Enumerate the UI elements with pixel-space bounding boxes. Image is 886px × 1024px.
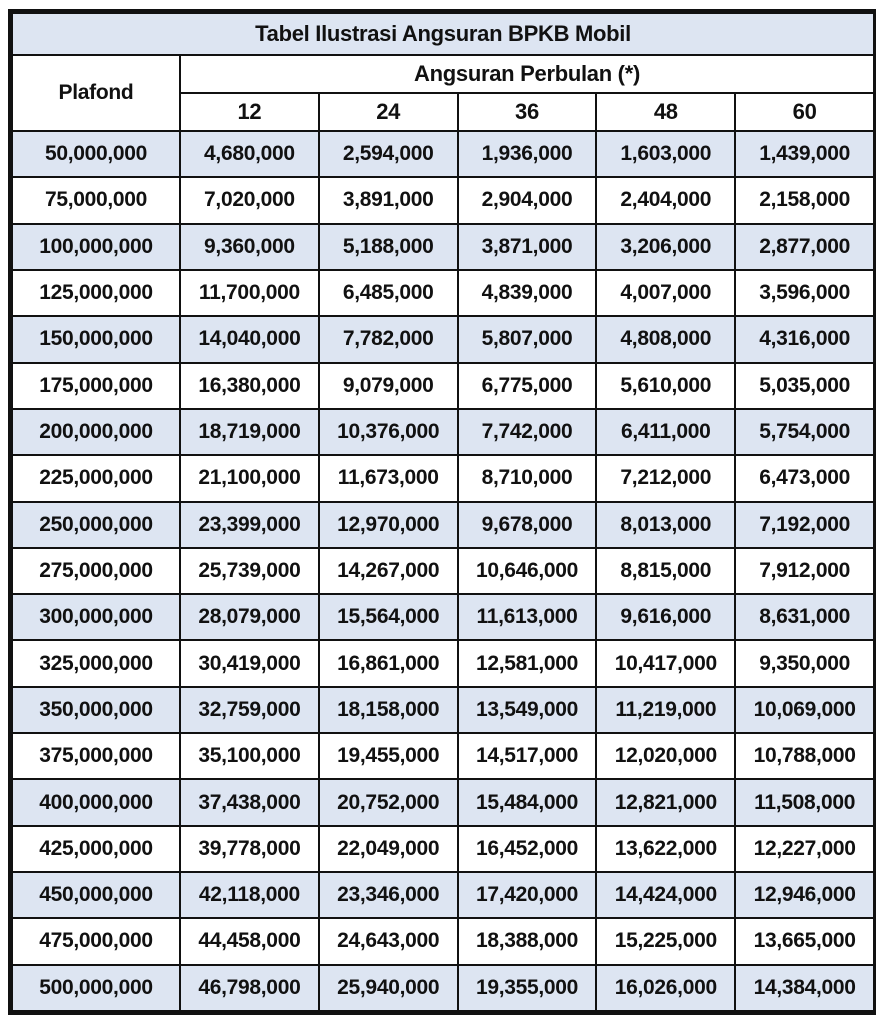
installment-cell-36: 11,613,000 (458, 594, 597, 640)
tenor-header-36: 36 (458, 93, 597, 131)
installment-cell-12: 7,020,000 (180, 177, 319, 223)
installment-cell-12: 44,458,000 (180, 918, 319, 964)
table-row (12, 224, 874, 270)
plafond-cell: 150,000,000 (12, 316, 180, 362)
table-row (12, 779, 874, 825)
installment-cell-60: 2,158,000 (735, 177, 874, 223)
installment-cell-24: 20,752,000 (319, 779, 458, 825)
plafond-cell: 125,000,000 (12, 270, 180, 316)
table-row (12, 548, 874, 594)
installment-cell-60: 3,596,000 (735, 270, 874, 316)
installment-cell-24: 22,049,000 (319, 826, 458, 872)
installment-cell-60: 10,069,000 (735, 687, 874, 733)
installment-cell-12: 14,040,000 (180, 316, 319, 362)
installment-cell-12: 21,100,000 (180, 455, 319, 501)
plafond-cell: 450,000,000 (12, 872, 180, 918)
plafond-cell: 500,000,000 (12, 965, 180, 1011)
installment-cell-12: 42,118,000 (180, 872, 319, 918)
installment-cell-48: 12,821,000 (596, 779, 735, 825)
installment-cell-60: 12,946,000 (735, 872, 874, 918)
tenor-header-48: 48 (596, 93, 735, 131)
installment-cell-12: 9,360,000 (180, 224, 319, 270)
installment-cell-24: 11,673,000 (319, 455, 458, 501)
installment-cell-48: 14,424,000 (596, 872, 735, 918)
installment-cell-48: 8,013,000 (596, 502, 735, 548)
installment-cell-60: 5,035,000 (735, 363, 874, 409)
installment-cell-24: 5,188,000 (319, 224, 458, 270)
installment-cell-12: 25,739,000 (180, 548, 319, 594)
installment-cell-12: 11,700,000 (180, 270, 319, 316)
installment-cell-24: 7,782,000 (319, 316, 458, 362)
installment-cell-48: 3,206,000 (596, 224, 735, 270)
installment-cell-36: 6,775,000 (458, 363, 597, 409)
installment-cell-60: 7,192,000 (735, 502, 874, 548)
installment-cell-48: 10,417,000 (596, 640, 735, 686)
installment-cell-12: 37,438,000 (180, 779, 319, 825)
installment-cell-12: 16,380,000 (180, 363, 319, 409)
installment-cell-24: 15,564,000 (319, 594, 458, 640)
installment-cell-60: 7,912,000 (735, 548, 874, 594)
plafond-header: Plafond (12, 55, 180, 131)
installment-cell-48: 13,622,000 (596, 826, 735, 872)
installment-cell-36: 15,484,000 (458, 779, 597, 825)
installment-cell-24: 23,346,000 (319, 872, 458, 918)
installment-cell-60: 2,877,000 (735, 224, 874, 270)
installment-cell-48: 4,808,000 (596, 316, 735, 362)
table-row (12, 733, 874, 779)
installment-table (11, 12, 875, 1012)
table-row (12, 270, 874, 316)
plafond-cell: 250,000,000 (12, 502, 180, 548)
installment-cell-12: 28,079,000 (180, 594, 319, 640)
installment-cell-48: 2,404,000 (596, 177, 735, 223)
table-row (12, 826, 874, 872)
installment-cell-24: 2,594,000 (319, 131, 458, 177)
plafond-cell: 50,000,000 (12, 131, 180, 177)
plafond-cell: 475,000,000 (12, 918, 180, 964)
installment-cell-24: 10,376,000 (319, 409, 458, 455)
plafond-cell: 175,000,000 (12, 363, 180, 409)
tenor-header-24: 24 (319, 93, 458, 131)
installment-cell-24: 3,891,000 (319, 177, 458, 223)
table-row (12, 363, 874, 409)
plafond-cell: 325,000,000 (12, 640, 180, 686)
table-row (12, 131, 874, 177)
installment-cell-60: 6,473,000 (735, 455, 874, 501)
installment-cell-12: 32,759,000 (180, 687, 319, 733)
installment-cell-60: 11,508,000 (735, 779, 874, 825)
table-row (12, 594, 874, 640)
installment-cell-12: 46,798,000 (180, 965, 319, 1011)
installment-cell-36: 7,742,000 (458, 409, 597, 455)
installment-cell-24: 16,861,000 (319, 640, 458, 686)
table-row (12, 687, 874, 733)
installment-cell-48: 1,603,000 (596, 131, 735, 177)
installment-cell-24: 25,940,000 (319, 965, 458, 1011)
installment-cell-36: 16,452,000 (458, 826, 597, 872)
plafond-cell: 225,000,000 (12, 455, 180, 501)
installment-cell-60: 9,350,000 (735, 640, 874, 686)
angsuran-header: Angsuran Perbulan (*) (180, 55, 874, 93)
installment-cell-24: 24,643,000 (319, 918, 458, 964)
plafond-cell: 100,000,000 (12, 224, 180, 270)
installment-table-frame (8, 9, 876, 1015)
installment-cell-60: 1,439,000 (735, 131, 874, 177)
installment-cell-36: 10,646,000 (458, 548, 597, 594)
installment-cell-48: 11,219,000 (596, 687, 735, 733)
installment-cell-48: 15,225,000 (596, 918, 735, 964)
plafond-cell: 375,000,000 (12, 733, 180, 779)
installment-cell-36: 4,839,000 (458, 270, 597, 316)
table-row (12, 918, 874, 964)
plafond-cell: 200,000,000 (12, 409, 180, 455)
installment-cell-48: 16,026,000 (596, 965, 735, 1011)
installment-cell-36: 18,388,000 (458, 918, 597, 964)
table-row (12, 872, 874, 918)
table-row (12, 316, 874, 362)
installment-cell-36: 12,581,000 (458, 640, 597, 686)
plafond-cell: 300,000,000 (12, 594, 180, 640)
installment-cell-36: 19,355,000 (458, 965, 597, 1011)
tenor-header-60: 60 (735, 93, 874, 131)
installment-cell-24: 6,485,000 (319, 270, 458, 316)
installment-cell-60: 5,754,000 (735, 409, 874, 455)
plafond-cell: 425,000,000 (12, 826, 180, 872)
table-row (12, 965, 874, 1011)
installment-cell-36: 14,517,000 (458, 733, 597, 779)
installment-cell-48: 7,212,000 (596, 455, 735, 501)
tenor-header-12: 12 (180, 93, 319, 131)
installment-cell-24: 18,158,000 (319, 687, 458, 733)
installment-cell-12: 30,419,000 (180, 640, 319, 686)
installment-cell-24: 12,970,000 (319, 502, 458, 548)
installment-cell-36: 17,420,000 (458, 872, 597, 918)
table-row (12, 177, 874, 223)
installment-cell-48: 6,411,000 (596, 409, 735, 455)
installment-cell-24: 19,455,000 (319, 733, 458, 779)
installment-cell-12: 18,719,000 (180, 409, 319, 455)
installment-cell-60: 13,665,000 (735, 918, 874, 964)
installment-cell-24: 14,267,000 (319, 548, 458, 594)
installment-cell-48: 8,815,000 (596, 548, 735, 594)
plafond-cell: 400,000,000 (12, 779, 180, 825)
plafond-cell: 275,000,000 (12, 548, 180, 594)
installment-cell-48: 9,616,000 (596, 594, 735, 640)
installment-cell-36: 2,904,000 (458, 177, 597, 223)
installment-cell-12: 39,778,000 (180, 826, 319, 872)
installment-cell-12: 4,680,000 (180, 131, 319, 177)
installment-cell-36: 1,936,000 (458, 131, 597, 177)
installment-cell-36: 5,807,000 (458, 316, 597, 362)
installment-cell-12: 23,399,000 (180, 502, 319, 548)
installment-cell-48: 12,020,000 (596, 733, 735, 779)
installment-cell-36: 13,549,000 (458, 687, 597, 733)
installment-cell-36: 8,710,000 (458, 455, 597, 501)
table-body (12, 131, 874, 1011)
plafond-cell: 75,000,000 (12, 177, 180, 223)
installment-cell-36: 9,678,000 (458, 502, 597, 548)
installment-cell-60: 14,384,000 (735, 965, 874, 1011)
installment-cell-60: 10,788,000 (735, 733, 874, 779)
installment-cell-48: 4,007,000 (596, 270, 735, 316)
installment-cell-60: 4,316,000 (735, 316, 874, 362)
installment-cell-60: 8,631,000 (735, 594, 874, 640)
table-row (12, 409, 874, 455)
table-row (12, 502, 874, 548)
installment-cell-60: 12,227,000 (735, 826, 874, 872)
installment-cell-36: 3,871,000 (458, 224, 597, 270)
table-row (12, 455, 874, 501)
installment-cell-12: 35,100,000 (180, 733, 319, 779)
table-row (12, 640, 874, 686)
installment-cell-24: 9,079,000 (319, 363, 458, 409)
installment-cell-48: 5,610,000 (596, 363, 735, 409)
table-title: Tabel Ilustrasi Angsuran BPKB Mobil (12, 13, 874, 55)
plafond-cell: 350,000,000 (12, 687, 180, 733)
